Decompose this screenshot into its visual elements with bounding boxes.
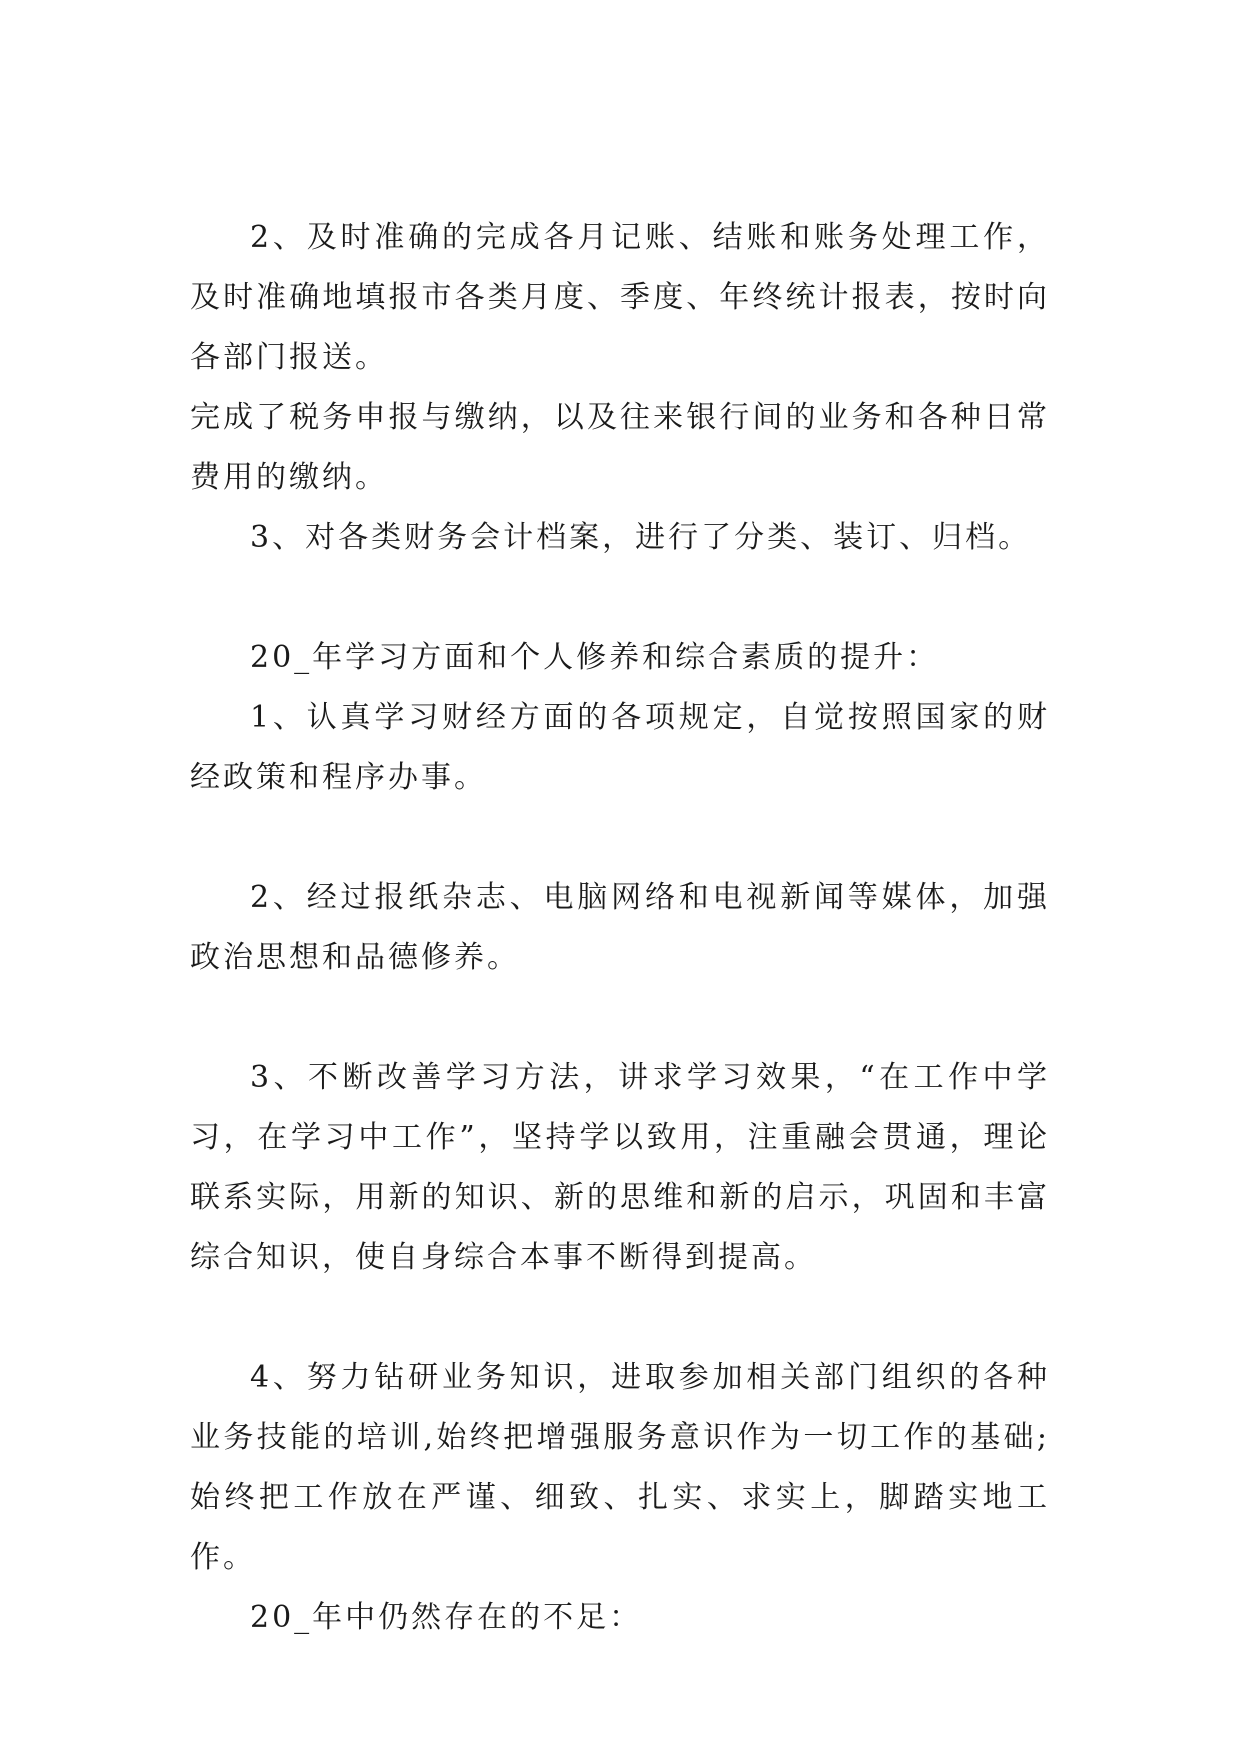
paragraph-archives: 3、对各类财务会计档案，进行了分类、装订、归档。 [250, 520, 1032, 555]
paragraph-study-methods: 3、不断改善学习方法，讲求学习效果，“在工作中学习，在学习中工作”，坚持学以致用，注重融会贯通，理论联系实际，用新的知识、新的思维和新的启示，巩固和丰富综合知识，使自身综合本事不断得到提高。 [190, 1060, 1050, 1275]
paragraph-study-regulations: 1、认真学习财经方面的各项规定，自觉按照国家的财经政策和程序办事。 [190, 700, 1050, 795]
paragraph-spacer [190, 808, 1050, 868]
paragraph-spacer [190, 988, 1050, 1048]
paragraph-spacer [190, 1288, 1050, 1348]
section-heading-shortcomings: 20_年中仍然存在的不足： [250, 1600, 643, 1635]
section-heading-study: 20_年学习方面和个人修养和综合素质的提升： [250, 640, 940, 675]
paragraph-business-skills: 4、努力钻研业务知识，进取参加相关部门组织的各种业务技能的培训,始终把增强服务意识作为一切工作的基础;始终把工作放在严谨、细致、扎实、求实上，脚踏实地工作。 [190, 1360, 1050, 1575]
paragraph-accounting-work: 2、及时准确的完成各月记账、结账和账务处理工作，及时准确地填报市各类月度、季度、年终统计报表，按时向各部门报送。 [190, 220, 1050, 375]
paragraph-spacer [190, 568, 1050, 628]
paragraph-media-learning: 2、经过报纸杂志、电脑网络和电视新闻等媒体，加强政治思想和品德修养。 [190, 880, 1050, 975]
document-body [190, 208, 1050, 1648]
paragraph-tax-filing: 完成了税务申报与缴纳，以及往来银行间的业务和各种日常费用的缴纳。 [190, 400, 1050, 495]
